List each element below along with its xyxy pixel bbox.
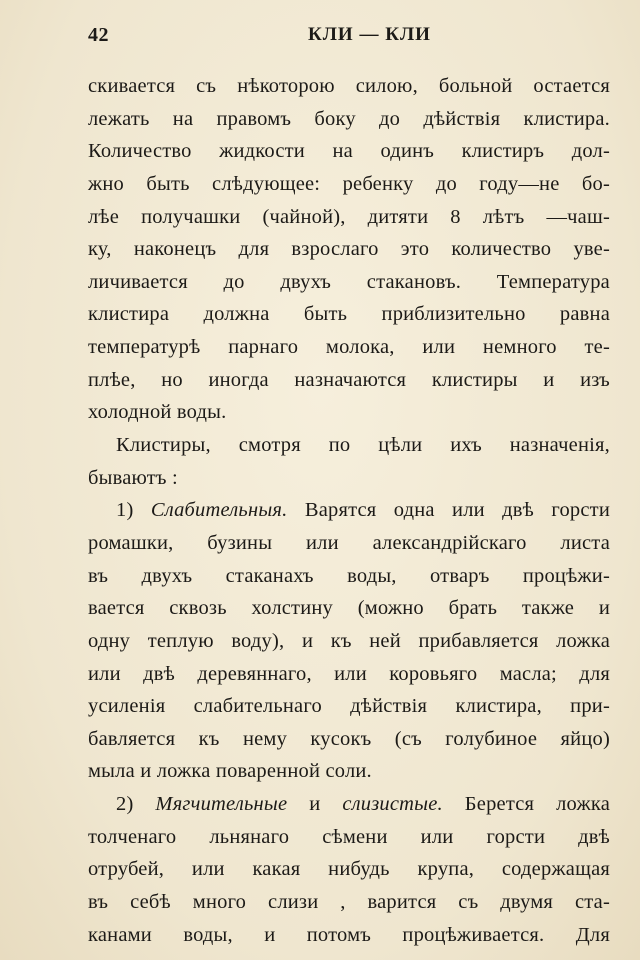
text-line: Клистиры, смотря по цѣли ихъ назначенія, [116,434,610,457]
text-line: личивается до двухъ стакановъ. Температура [88,270,610,293]
item-text: Берется ложка [442,793,610,816]
text-line: лежать на правомъ боку до дѣйствія клистира. [88,107,610,130]
text-line: въ двухъ стаканахъ воды, отваръ процѣжи- [88,564,610,587]
text-line: канами воды, и потомъ процѣживается. Для [88,923,610,946]
running-head: КЛИ — КЛИ [308,24,431,45]
text-line: или двѣ деревяннаго, или коровьяго масла; для [88,662,610,685]
text-line: отрубей, или какая нибудь крупа, содержащая [88,858,610,881]
page-number: 42 [88,24,109,46]
text-line: толченаго льнянаго сѣмени или горсти двѣ [88,825,610,848]
text-line: скивается съ нѣкоторою силою, больной остается [88,75,610,97]
text-line: жно быть слѣдующее: ребенку до году—не бо- [88,172,610,195]
item-number: 2) [116,793,156,816]
body-text [88,70,610,951]
page-header [88,22,610,52]
text-line: лѣе получашки (чайной), дитяти 8 лѣтъ —чаш- [88,205,610,228]
text-line: одну теплую воду), и къ ней прибавляется ложка [88,629,610,652]
text-line: усиленія слабительнаго дѣйствія клистира, при- [88,695,610,718]
text-line [88,494,610,527]
item-number: 1) [116,499,151,522]
text-line: плѣе, но иногда назначаются клистиры и изъ [88,368,610,391]
item-heading-2: слизистые. [342,793,443,816]
text-line: вается сквозь холстину (можно брать также и [88,597,610,620]
text-line: холодной воды. [88,401,227,424]
text-line: въ себѣ много слизи , варится съ двумя ста- [88,891,610,914]
text-line: бываютъ : [88,466,178,489]
item-heading: Мягчительные [155,793,288,816]
text-line: температурѣ парнаго молока, или немного те- [88,336,610,359]
text-line: мыла и ложка поваренной соли. [88,760,372,783]
item-text: и [287,793,343,816]
text-line: ромашки, бузины или александрійскаго листа [88,531,610,554]
text-line: клистира должна быть приблизительно равна [88,303,610,326]
text-line: бавляется къ нему кусокъ (съ голубиное яйцо) [88,727,610,750]
text-line: Количество жидкости на одинъ клистиръ дол- [88,140,610,163]
text-line: ку, наконецъ для взрослаго это количество уве- [88,238,610,261]
item-text: Варятся одна или двѣ горсти [287,499,610,522]
text-line [88,788,610,821]
item-heading: Слабительныя. [150,499,288,522]
